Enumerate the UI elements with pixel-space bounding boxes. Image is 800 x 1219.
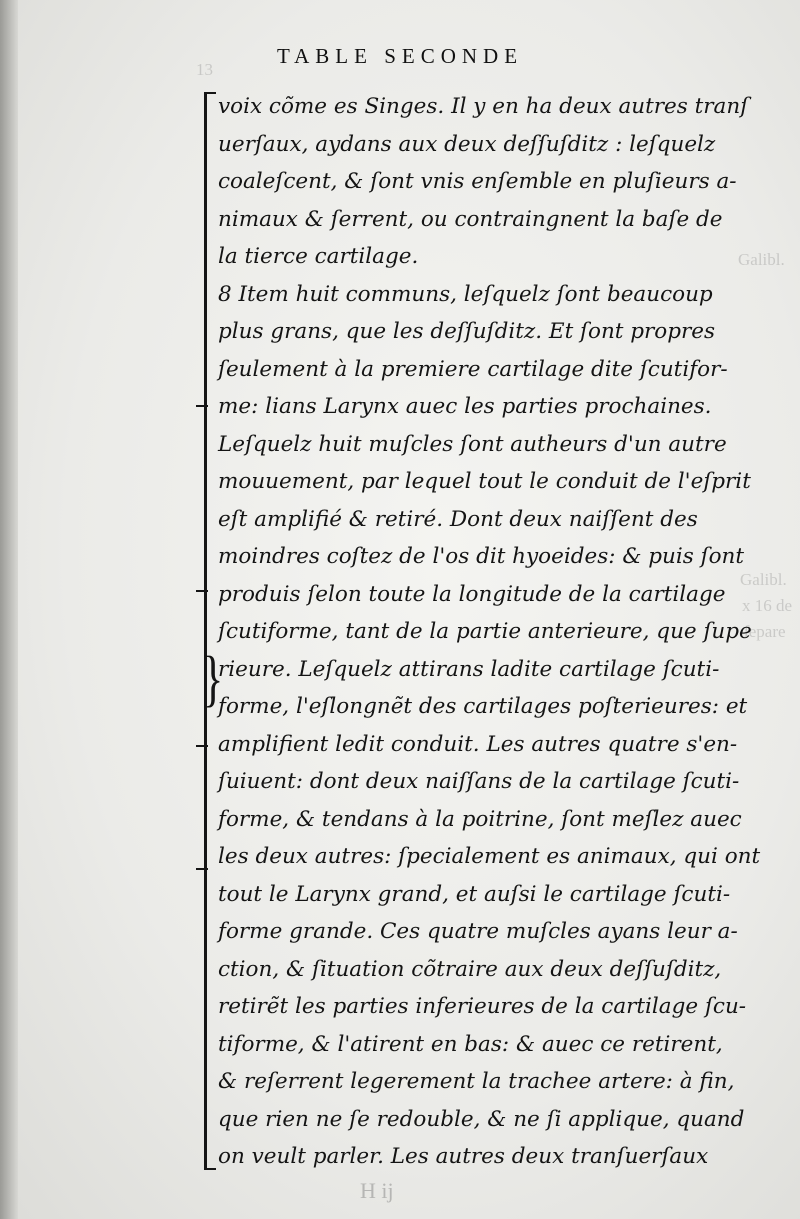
show-through-text: 13 xyxy=(196,60,213,79)
text-line: retirẽt les parties inferieures de la cartilage ſcu- xyxy=(218,994,747,1019)
text-line: forme, & tendans à la poitrine, ſont meſlez auec xyxy=(218,806,742,832)
text-line: la tierce cartilage. xyxy=(218,244,419,269)
text-line: les deux autres: ſpecialement es animaux, qui ont xyxy=(218,844,761,869)
text-line: & reſerrent legerement la trachee artere: à fin, xyxy=(218,1069,735,1094)
running-head: TABLE SECONDE xyxy=(276,44,524,68)
text-line: ſeulement à la premiere cartilage dite ſcutifor- xyxy=(218,356,728,382)
text-line: plus grans, que les deſſuſditz. Et ſont propres xyxy=(218,319,716,344)
show-through-text: x 16 de xyxy=(742,596,793,615)
text-line: eſt amplifié & retiré. Dont deux naiſſent des xyxy=(218,506,698,532)
text-line: ſcutiforme, tant de la partie anterieure, que ſupe xyxy=(218,619,752,644)
bracket-tick xyxy=(204,92,216,94)
binding-shadow xyxy=(0,0,18,1219)
text-line: coaleſcent, & ſont vnis enſemble en pluſieurs a- xyxy=(218,169,737,194)
show-through-text: Galibl. xyxy=(738,250,785,269)
text-line: forme, l'eſlongnẽt des cartilages poſterieures: et xyxy=(218,694,748,719)
text-line: me: lians Larynx auec les parties prochaines. xyxy=(218,394,712,419)
show-through-text: ſepare xyxy=(744,622,786,641)
text-line: mouuement, par lequel tout le conduit de l'eſprit xyxy=(218,469,751,494)
text-line: que rien ne ſe redouble, & ne ſi applique, quand xyxy=(218,1106,745,1132)
bracket-tick xyxy=(196,590,208,592)
text-line: amplifient ledit conduit. Les autres quatre s'en- xyxy=(218,731,738,757)
folio-show-through: H ij xyxy=(360,1178,394,1203)
text-line: ſuiuent: dont deux naiſſans de la cartilage ſcuti- xyxy=(218,769,740,794)
text-block xyxy=(218,88,778,1176)
text-line: voix cõme es Singes. Il y en ha deux autres tranſ xyxy=(218,94,749,119)
text-line: rieure. Leſquelz attirans ladite cartilage ſcuti- xyxy=(218,656,720,682)
text-line: uerſaux, aydans aux deux deſſuſditz : leſquelz xyxy=(218,131,716,157)
margin-bracket xyxy=(204,92,207,1170)
text-line: forme grande. Ces quatre muſcles ayans leur a- xyxy=(218,919,738,944)
text-line: ction, & ſituation cõtraire aux deux deſſuſditz, xyxy=(218,956,722,982)
show-through-text: Galibl. xyxy=(740,570,787,589)
text-line: moindres coſtez de l'os dit hyoeides: & puis ſont xyxy=(218,544,745,569)
margin-brace: } xyxy=(202,645,224,713)
bracket-tick xyxy=(196,745,208,747)
text-line: 8 Item huit communs, leſquelz ſont beaucoup xyxy=(218,281,713,307)
text-line: nimaux & ſerrent, ou contraingnent la baſe de xyxy=(218,206,723,232)
text-line: Leſquelz huit muſcles ſont autheurs d'un autre xyxy=(218,431,727,457)
text-line: on veult parler. Les autres deux tranſuerſaux xyxy=(218,1144,709,1169)
text-line: tout le Larynx grand, et auſsi le cartilage ſcuti- xyxy=(218,881,731,907)
text-line: produis ſelon toute la longitude de la cartilage xyxy=(218,581,726,607)
bracket-tick xyxy=(196,868,208,870)
text-line: tiforme, & l'atirent en bas: & auec ce retirent, xyxy=(218,1031,723,1057)
bracket-tick xyxy=(196,405,208,407)
bracket-tick xyxy=(204,1168,216,1170)
